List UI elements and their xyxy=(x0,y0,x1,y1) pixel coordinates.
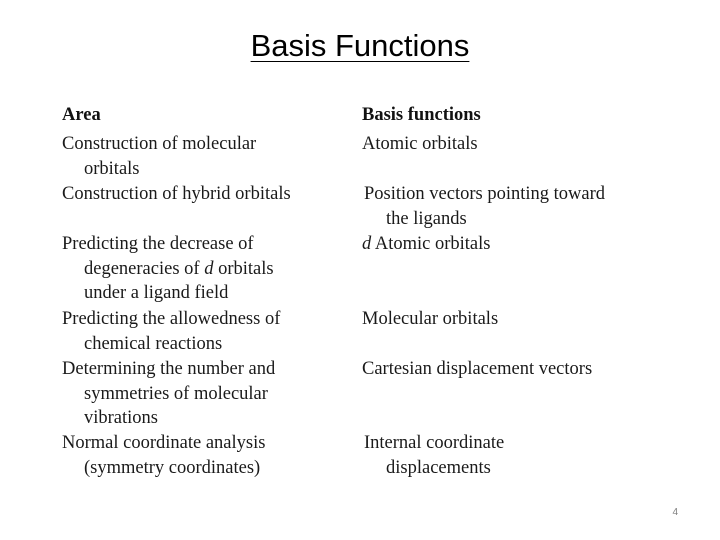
row-2-basis xyxy=(364,182,605,231)
row-1-basis-line-1: Atomic orbitals xyxy=(362,134,478,154)
row-3-area-line-1: Predicting the decrease of xyxy=(62,234,254,254)
row-4-basis-line-1: Molecular orbitals xyxy=(362,309,499,329)
row-5-basis xyxy=(362,357,592,382)
row-6-basis-line-2: displacements xyxy=(386,457,491,478)
row-4-area-line-1: Predicting the allowedness of xyxy=(62,309,281,329)
row-2-area xyxy=(62,182,291,207)
row-2-basis-line-1: Position vectors pointing toward xyxy=(364,184,605,204)
row-2-basis-line-2: the ligands xyxy=(386,208,467,229)
row-4-area xyxy=(62,307,280,356)
slide-title xyxy=(0,24,720,68)
row-6-basis-line-1: Internal coordinate xyxy=(364,433,505,453)
row-4-basis xyxy=(362,307,498,332)
row-5-area xyxy=(62,357,275,431)
row-3-area-line-3: under a ligand field xyxy=(84,283,229,303)
slide-title-text: Basis Functions xyxy=(250,28,470,63)
row-1-basis xyxy=(362,132,478,157)
row-1-area-line-2: orbitals xyxy=(84,158,140,179)
basis-functions-table xyxy=(55,97,655,487)
row-5-area-line-3: vibrations xyxy=(84,408,158,428)
row-4-area-line-2: chemical reactions xyxy=(84,333,223,354)
row-3-area-line-2: degeneracies of d orbitals xyxy=(84,258,274,279)
row-6-area-line-1: Normal coordinate analysis xyxy=(62,433,266,453)
row-3-area xyxy=(62,232,274,306)
row-6-basis xyxy=(364,431,504,480)
row-3-basis xyxy=(362,232,490,257)
orbital-symbol-d: d xyxy=(204,258,214,279)
row-1-area xyxy=(62,132,256,181)
header-basis-functions: Basis functions xyxy=(362,105,481,125)
row-5-area-line-2: symmetries of molecular xyxy=(84,383,268,404)
row-3-basis-line-1: d Atomic orbitals xyxy=(362,234,491,254)
row-5-basis-line-1: Cartesian displacement vectors xyxy=(362,359,593,379)
row-2-area-line-1: Construction of hybrid orbitals xyxy=(62,184,291,204)
row-1-area-line-1: Construction of molecular xyxy=(62,134,257,154)
orbital-symbol-d: d xyxy=(362,234,372,254)
row-6-area xyxy=(62,431,265,480)
header-area: Area xyxy=(62,105,101,125)
row-6-area-line-2: (symmetry coordinates) xyxy=(84,457,261,478)
row-5-area-line-1: Determining the number and xyxy=(62,359,276,379)
page-number: 4 xyxy=(672,507,678,518)
